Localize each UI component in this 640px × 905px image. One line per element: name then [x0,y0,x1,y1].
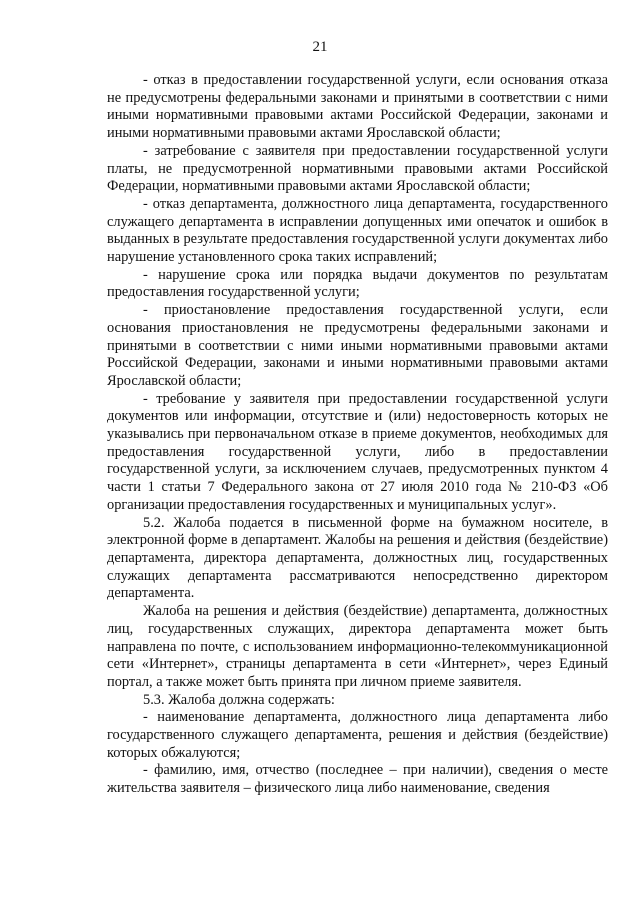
list-item-suspension: - приостановление предоставления государственной услуги, если основания приостановления не предусмотрены федеральными законами и принятыми в соответствии с ними иными нормативными правовыми актами Российской Федерации, законами и иными нормативными правовыми актами Ярославской области; [107,302,608,389]
list-item-department-name: - наименование департамента, должностного лица департамента либо государственного служащего департамента, решения и действия (бездействие) которых обжалуются; [107,709,608,761]
page-number: 21 [312,39,328,55]
paragraph-5-2: 5.2. Жалоба подается в письменной форме на бумажном носителе, в электронной форме в департамент. Жалобы на решения и действия (бездействие) департамента, директора департамента, должностных лиц, государственных служащих департамента рассматриваются непосредственно директором департамента. [107,514,608,602]
list-item-issuance-violation: - нарушение срока или порядка выдачи документов по результатам предоставления государственной услуги; [107,266,608,301]
paragraph-complaint-channels: Жалоба на решения и действия (бездействие) департамента, должностных лиц, государственных служащих, директора департамента может быть направлена по почте, с использованием информационно-телекоммуникационной сети «Интернет», страницы департамента в сети «Интернет», через Единый портал, а также может быть принята при личном приеме заявителя. [107,603,608,690]
list-item-applicant-details: - фамилию, имя, отчество (последнее – при наличии), сведения о месте жительства заявителя – физического лица либо наименование, сведения [107,762,608,797]
list-item-fee-demand: - затребование с заявителя при предоставлении государственной услуги платы, не предусмотренной нормативными правовыми актами Российской Федерации, нормативными правовыми актами Ярославской области; [107,142,608,195]
list-item-documents-requirement: - требование у заявителя при предоставлении государственной услуги документов или информации, отсутствие и (или) недостоверность которых не указывались при первоначальном отказе в приеме документов, необходимых для предоставления государственной услуги, либо в предоставлении государственной услуги, за исключением случаев, предусмотренных пунктом 4 части 1 статьи 7 Федерального закона от 27 июля 2010 года № 210-ФЗ «Об организации предоставления государственных и муниципальных услуг». [107,390,608,513]
paragraph-5-3: 5.3. Жалоба должна содержать: [143,691,335,708]
list-item-refusal-grounds: - отказ в предоставлении государственной услуги, если основания отказа не предусмотрены федеральными законами и принятыми в соответствии с ними иными нормативными правовыми актами Российской Федерации, законами и иными нормативными правовыми актами Ярославской области; [107,72,608,142]
list-item-correction-refusal: - отказ департамента, должностного лица департамента, государственного служащего департамента в исправлении допущенных ими опечаток и ошибок в выданных в результате предоставления государственной услуги документах либо нарушение установленного срока таких исправлений; [107,195,608,266]
document-body [107,72,608,798]
